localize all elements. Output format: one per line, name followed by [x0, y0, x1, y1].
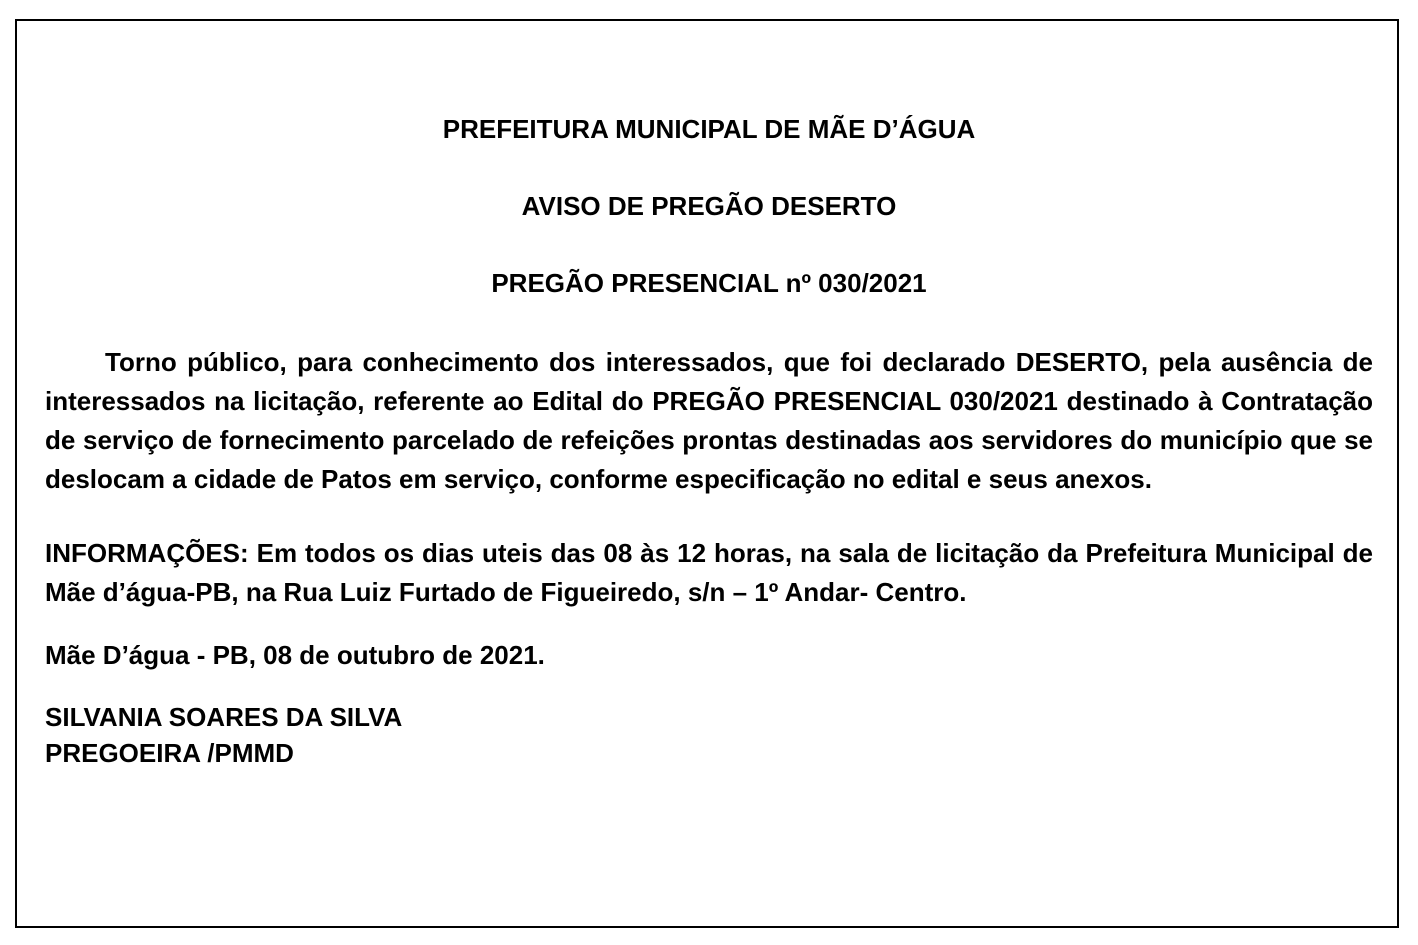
notice-title: AVISO DE PREGÃO DESERTO [521, 191, 897, 221]
signer-role: PREGOEIRA /PMMD [45, 738, 294, 768]
notice-body: Torno público, para conhecimento dos interessados, que foi declarado DESERTO, pela ausência de interessados na licitação, referente ao Edital do PREGÃO PRESENCIAL 030/2021 destinado à Contratação de serviço de fornecimento parcelado de refeições prontas destinadas aos servidores do município que se deslocam a cidade de Patos em serviço, conforme especificação no edital e seus anexos. [45, 347, 1373, 494]
process-number: PREGÃO PRESENCIAL nº 030/2021 [491, 268, 927, 298]
info-paragraph: INFORMAÇÕES: Em todos os dias uteis das 08 às 12 horas, na sala de licitação da Prefeitura Municipal de Mãe d’água-PB, na Rua Luiz Furtado de Figueiredo, s/n – 1º Andar- Centro. [45, 538, 1373, 607]
signer-name: SILVANIA SOARES DA SILVA [45, 702, 403, 732]
org-heading: PREFEITURA MUNICIPAL DE MÃE D’ÁGUA [442, 114, 976, 144]
notice-content [45, 111, 1373, 771]
signature-block [45, 699, 1373, 771]
place-date: Mãe D’água - PB, 08 de outubro de 2021. [45, 640, 545, 670]
